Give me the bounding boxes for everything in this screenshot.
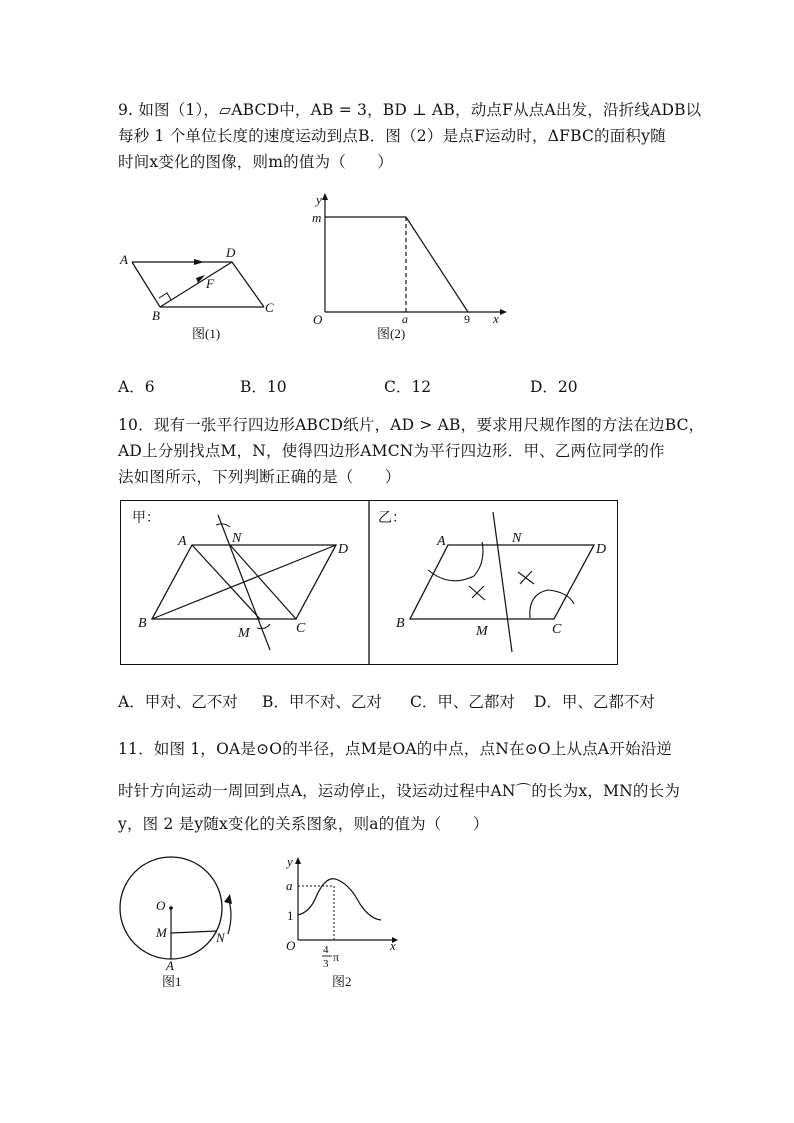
q11-fig2-one-label: 1 <box>287 908 294 923</box>
q9-fig1-label-d: D <box>226 245 236 260</box>
q9-fig2-x-label: x <box>493 311 499 326</box>
q11-line-1: 11．如图 1，OA是⊙O的半径，点M是OA的中点，点N在⊙O上从点A开始沿逆 <box>118 740 673 758</box>
q11-fig2-pi: π <box>333 950 340 964</box>
q11-fig2-a-label: a <box>286 878 293 893</box>
q10-right-title: 乙： <box>378 511 406 526</box>
q10-line-1: 10．现有一张平行四边形ABCD纸片，AD > AB，要求用尺规作图的方法在边BC， <box>118 416 705 434</box>
q11-fig2-x-label: x <box>390 938 396 953</box>
q9-fig2-origin: O <box>313 312 323 327</box>
q9-fig2-nine-label: 9 <box>464 312 470 326</box>
q9-figure-2 <box>305 192 510 347</box>
q9-fig2-y-label: y <box>316 192 322 207</box>
q11-figure-2 <box>280 852 405 992</box>
q9-fig1-label-a: A <box>120 252 128 267</box>
q10-right-label-m: M <box>476 624 488 639</box>
q10-right-label-d: D <box>596 542 607 557</box>
q11-fig1-label-m: M <box>156 925 167 940</box>
q11-fig2-frac-num: 4 <box>323 944 329 956</box>
q10-figure <box>120 500 618 665</box>
q9-fig1-caption: 图(1) <box>192 326 221 341</box>
q11-line-3: y，图 2 是y随x变化的关系图象，则a的值为（ ） <box>118 815 489 833</box>
q9-option-a: A．6 <box>118 378 155 396</box>
q10-right-label-c: C <box>552 622 562 637</box>
q9-fig1-label-c: C <box>265 300 274 315</box>
q9-fig2-caption: 图(2) <box>377 326 406 341</box>
q9-fig1-label-b: B <box>152 308 160 323</box>
q11-figure-1 <box>112 852 252 992</box>
q10-left-label-a: A <box>178 534 187 549</box>
q9-line-1: 9. 如图（1），▱ABCD中，AB = 3，BD ⊥ AB，动点F从点A出发，沿折线ADB以 <box>118 101 702 119</box>
q10-right-label-b: B <box>396 616 405 631</box>
q10-line-2: AD上分别找点M，N，使得四边形AMCN为平行四边形．甲、乙两位同学的作 <box>118 442 665 460</box>
q11-line-2: 时针方向运动一周回到点A，运动停止，设运动过程中AN⌒的长为x，MN的长为 <box>118 782 681 800</box>
q10-right-label-a: A <box>437 534 446 549</box>
q9-figure-1 <box>112 240 292 345</box>
q9-option-b: B．10 <box>240 378 287 396</box>
q9-fig2-m-label: m <box>312 210 322 225</box>
q9-line-2: 每秒 1 个单位长度的速度运动到点B．图（2）是点F运动时，ΔFBC的面积y随 <box>118 127 666 145</box>
q10-option-a: A．甲对、乙不对 <box>118 693 238 711</box>
q10-left-label-c: C <box>296 621 306 636</box>
q11-fig1-caption: 图1 <box>162 974 182 989</box>
q10-line-3: 法如图所示，下列判断正确的是（ ） <box>118 468 401 486</box>
q10-left-label-n: N <box>232 531 242 546</box>
q10-left-label-m: M <box>238 626 250 641</box>
q10-option-c: C．甲、乙都对 <box>410 693 515 711</box>
q9-option-c: C．12 <box>384 378 432 396</box>
q10-option-b: B．甲不对、乙对 <box>262 693 382 711</box>
q11-fig1-label-o: O <box>156 898 166 913</box>
q10-right-label-n: N <box>512 531 522 546</box>
q11-fig2-caption: 图2 <box>332 974 352 989</box>
q11-fig2-origin: O <box>286 938 296 953</box>
q11-fig1-label-n: N <box>216 930 225 945</box>
q9-fig1-label-f: F <box>206 276 214 291</box>
q9-line-3: 时间x变化的图像，则m的值为（ ） <box>118 153 394 171</box>
q10-left-label-b: B <box>138 616 147 631</box>
q11-fig2-frac-den: 3 <box>323 958 329 970</box>
q9-fig2-a-label: a <box>402 312 408 326</box>
q10-left-label-d: D <box>338 542 349 557</box>
q10-option-d: D．甲、乙都不对 <box>534 693 655 711</box>
q11-fig2-y-label: y <box>287 854 293 869</box>
q10-left-title: 甲： <box>132 511 160 526</box>
q11-fig1-label-a: A <box>166 958 174 973</box>
q9-option-d: D．20 <box>530 378 578 396</box>
